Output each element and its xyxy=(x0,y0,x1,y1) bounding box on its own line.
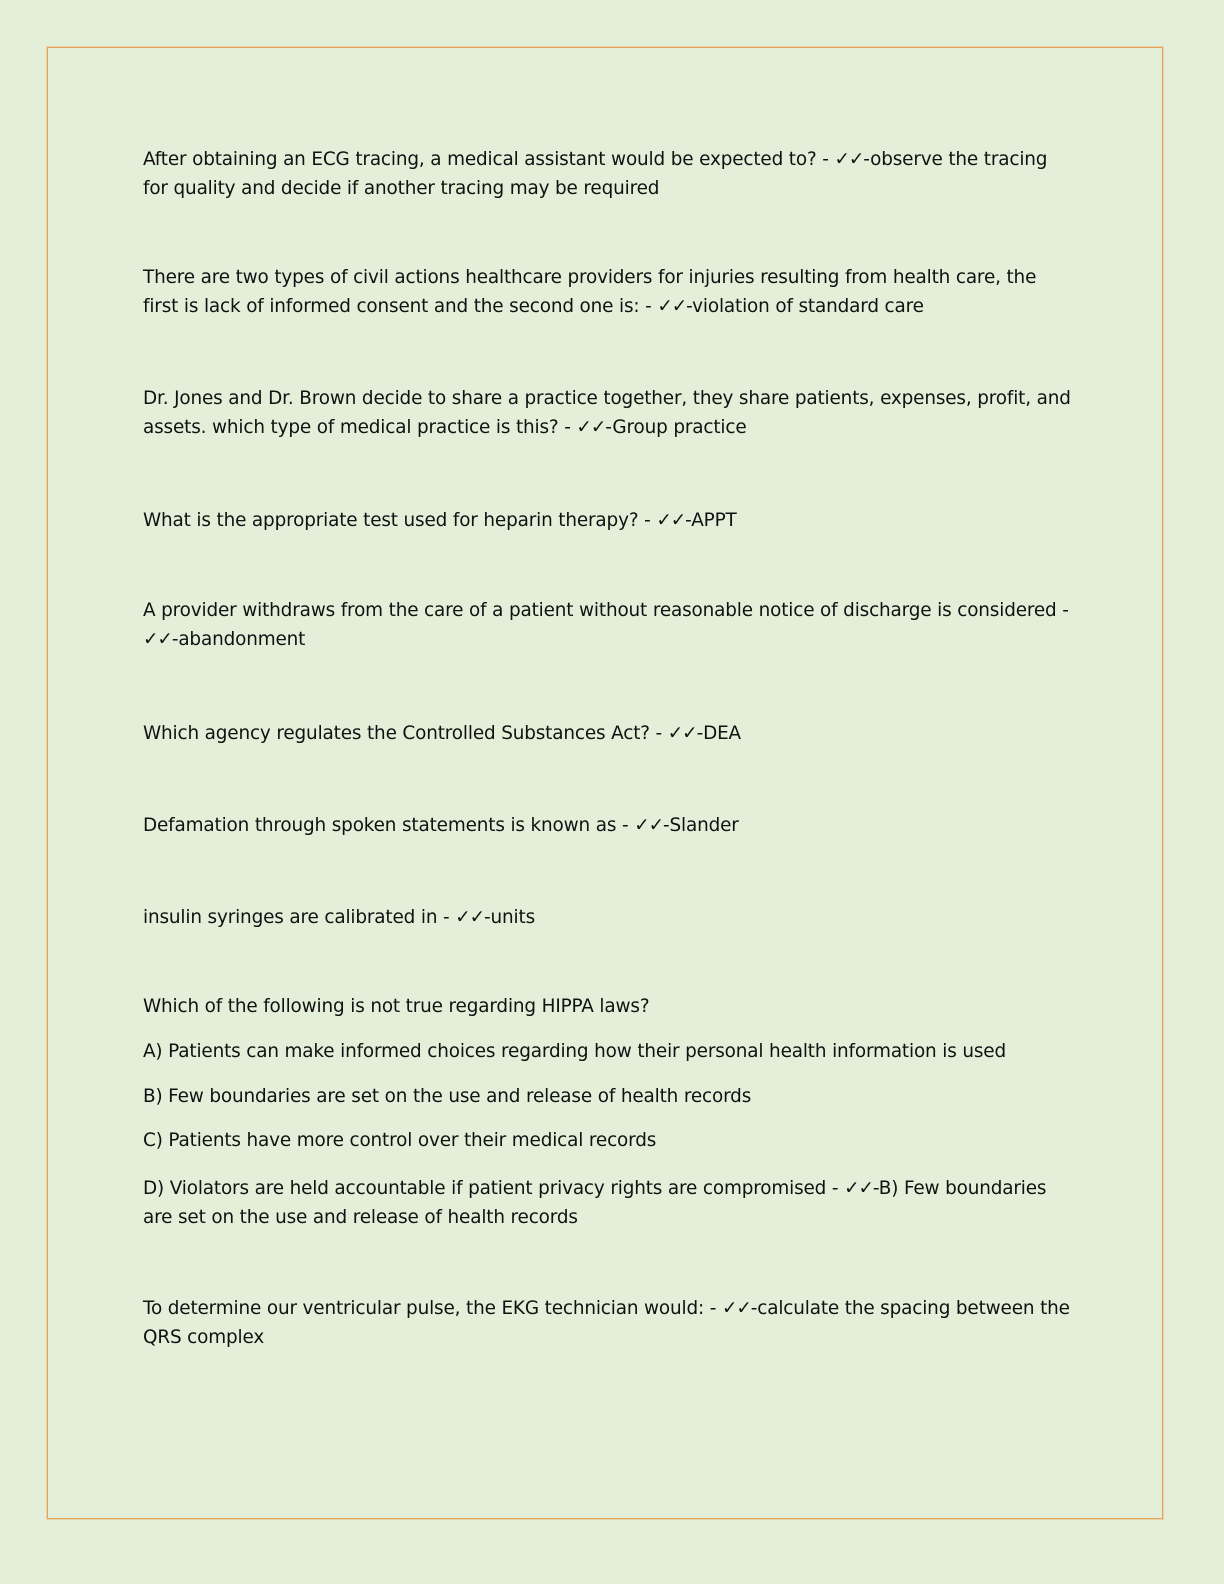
checkmark-icon: ✓✓ xyxy=(844,1178,873,1199)
hippa-option-a: A) Patients can make informed choices regarding how their personal health information is used xyxy=(143,1041,1006,1062)
answer-text: -abandonment xyxy=(171,629,306,650)
question-text: insulin syringes are calibrated in - xyxy=(143,907,456,928)
qa-item-2 xyxy=(143,263,1073,321)
hippa-option-d xyxy=(143,1174,1073,1232)
answer-text: -B) Few boundaries are set on the use and release of health records xyxy=(143,1178,1047,1228)
question-text: To determine our ventricular pulse, the EKG technician would: - xyxy=(143,1298,722,1319)
checkmark-icon: ✓✓ xyxy=(834,149,864,170)
question-text: Which agency regulates the Controlled Substances Act? - xyxy=(143,723,668,744)
question-text: There are two types of civil actions healthcare providers for injuries resulting from health care, the first is lack of informed consent and the second one is: - xyxy=(143,267,1037,317)
qa-item-8 xyxy=(143,903,1073,932)
checkmark-icon: ✓✓ xyxy=(667,723,697,744)
answer-text: -Slander xyxy=(663,815,739,836)
qa-item-1 xyxy=(143,145,1073,203)
question-text: After obtaining an ECG tracing, a medical assistant would be expected to? - xyxy=(143,149,835,170)
answer-text: -APPT xyxy=(685,510,737,531)
answer-text: -DEA xyxy=(696,723,741,744)
hippa-option-b: B) Few boundaries are set on the use and release of health records xyxy=(143,1086,752,1107)
checkmark-icon: ✓✓ xyxy=(455,907,485,928)
checkmark-icon: ✓✓ xyxy=(721,1298,751,1319)
checkmark-icon: ✓✓ xyxy=(143,629,172,650)
checkmark-icon: ✓✓ xyxy=(657,296,687,317)
answer-text: -Group practice xyxy=(605,417,747,438)
question-text: Dr. Jones and Dr. Brown decide to share a practice together, they share patients, expenses, profit, and assets. which type of medical practice is this? - xyxy=(143,388,1071,438)
checkmark-icon: ✓✓ xyxy=(656,510,686,531)
question-text: What is the appropriate test used for heparin therapy? - xyxy=(143,510,657,531)
question-text: A provider withdraws from the care of a patient without reasonable notice of discharge is considered - xyxy=(143,600,1069,621)
qa-item-6 xyxy=(143,719,1073,748)
qa-item-7 xyxy=(143,811,1073,840)
hippa-question: Which of the following is not true regarding HIPPA laws? xyxy=(143,996,650,1017)
answer-text: -violation of standard care xyxy=(686,296,924,317)
qa-item-4 xyxy=(143,506,1073,535)
qa-item-5 xyxy=(143,596,1073,654)
hippa-option-c: C) Patients have more control over their medical records xyxy=(143,1130,657,1151)
option-d-text: D) Violators are held accountable if patient privacy rights are compromised - xyxy=(143,1178,845,1199)
qa-item-last xyxy=(143,1294,1073,1352)
answer-text: -observe the tracing for quality and decide if another tracing may be required xyxy=(143,149,1048,199)
question-text: Defamation through spoken statements is known as - xyxy=(143,815,635,836)
answer-text: -units xyxy=(484,907,535,928)
qa-item-3 xyxy=(143,384,1073,442)
checkmark-icon: ✓✓ xyxy=(576,417,606,438)
answer-text: -calculate the spacing between the QRS complex xyxy=(143,1298,1070,1348)
checkmark-icon: ✓✓ xyxy=(634,815,664,836)
